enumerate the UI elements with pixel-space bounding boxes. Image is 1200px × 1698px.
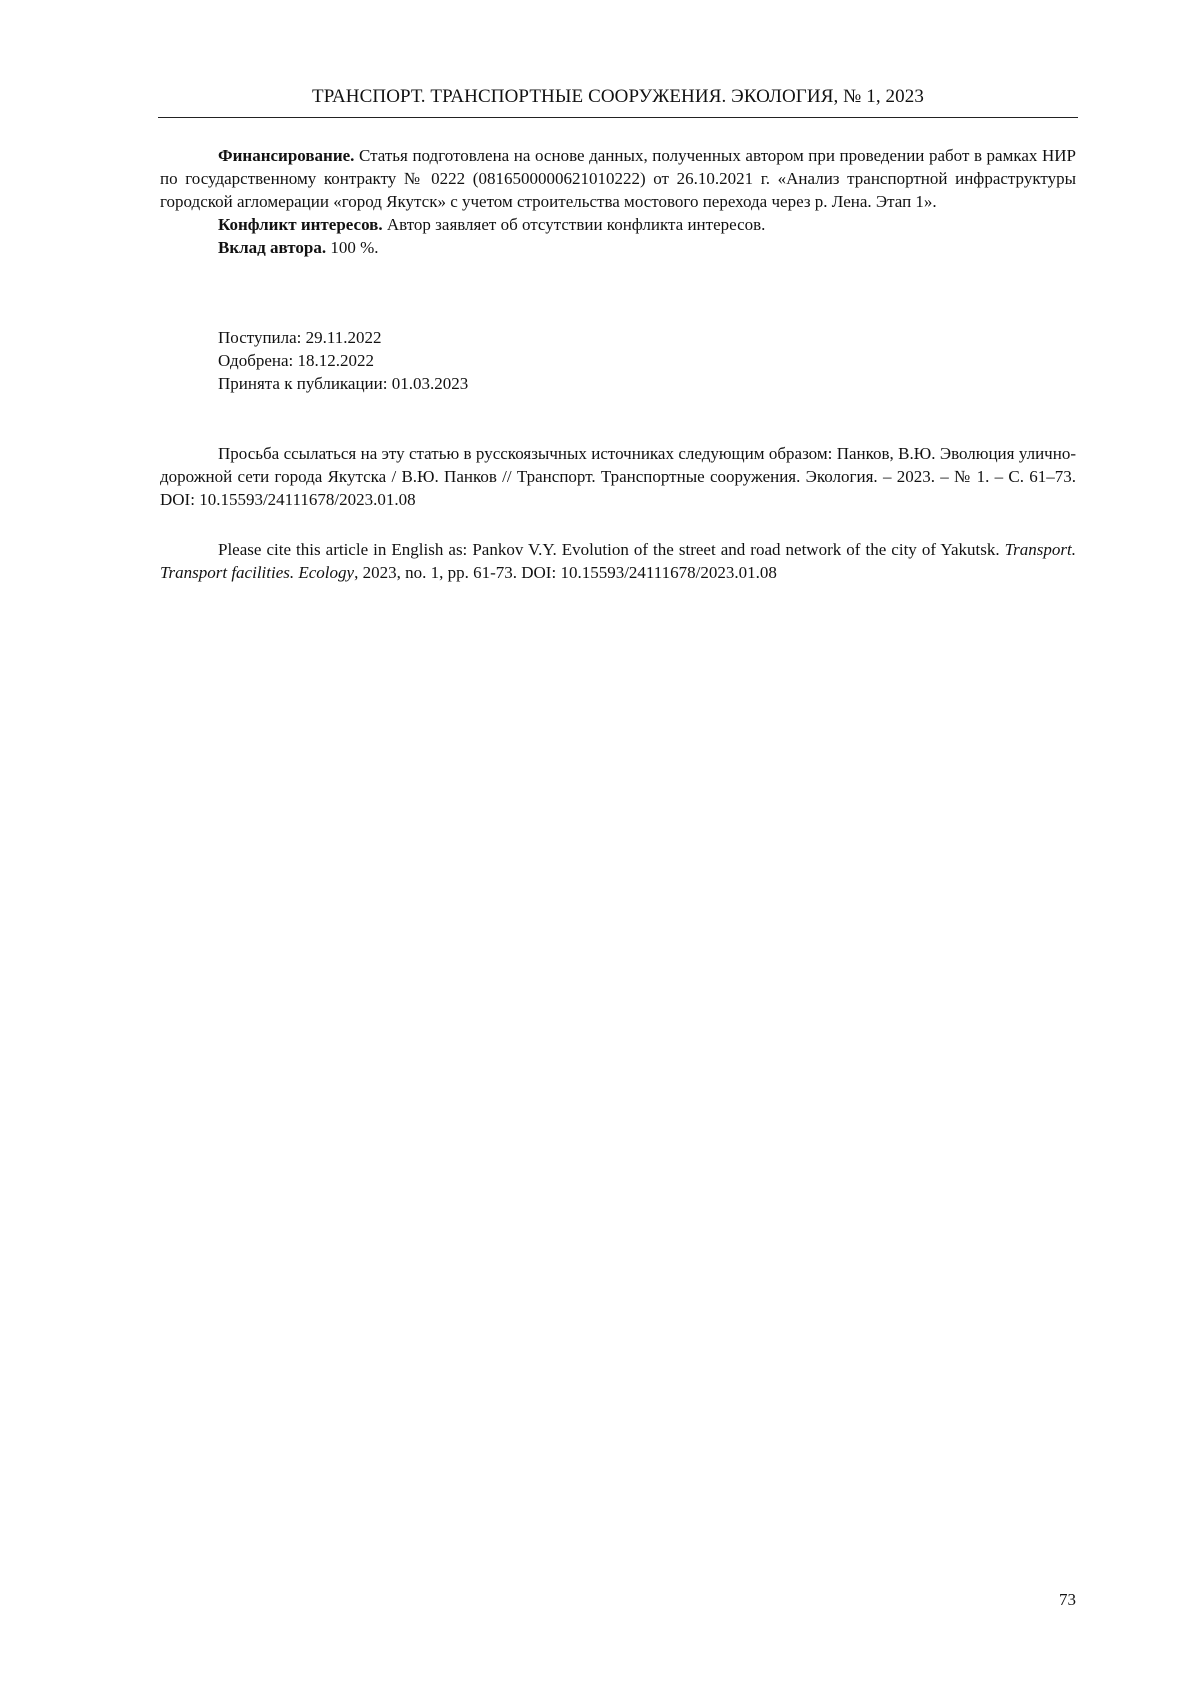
funding-text: Статья подготовлена на основе данных, полученных автором при проведении работ в рамках НИР по государственному контракту № 0222 (0816500000621010222) от 26.10.2021 г. «Анализ транспортной инфраструктуры городской агломерации «город Якутск» с учетом строительства мостового перехода через р. Лена. Этап 1». [160, 146, 1076, 211]
citation-english-tail: , 2023, no. 1, pp. 61-73. DOI: 10.15593/24111678/2023.01.08 [354, 563, 777, 582]
conflict-text: Автор заявляет об отсутствии конфликта интересов. [382, 215, 766, 234]
contribution-text: 100 %. [326, 238, 379, 257]
citation-english-lead: Please cite this article in English as: Pankov V.Y. Evolution of the street and road network of the city of Yakutsk. [218, 540, 1005, 559]
approved-date: Одобрена: 18.12.2022 [218, 351, 375, 370]
running-header: ТРАНСПОРТ. ТРАНСПОРТНЫЕ СООРУЖЕНИЯ. ЭКОЛОГИЯ, № 1, 2023 [312, 86, 924, 107]
funding-paragraph [160, 144, 1076, 213]
funding-label: Финансирование. [218, 146, 355, 165]
citation-english-journal: Transport. Transport facilities. Ecology [160, 540, 1076, 582]
conflict-paragraph [160, 213, 1076, 236]
received-date: Поступила: 29.11.2022 [218, 328, 382, 347]
acknowledgments-block [160, 144, 1076, 259]
contribution-label: Вклад автора. [218, 238, 327, 257]
citation-russian-block [160, 442, 1076, 511]
citation-english [160, 538, 1076, 584]
citation-english-block [160, 538, 1076, 584]
citation-russian: Просьба ссылаться на эту статью в русскоязычных источниках следующим образом: Панков, В.Ю. Эволюция улично-дорожной сети города Якутска / В.Ю. Панков // Транспорт. Транспортные сооружения. Экология. – 2023. – № 1. – С. 61–73. DOI: 10.15593/24111678/2023.01.08 [160, 444, 1076, 509]
conflict-label: Конфликт интересов. [218, 215, 383, 234]
article-dates [218, 326, 468, 395]
header-rule [158, 117, 1078, 118]
accepted-date: Принята к публикации: 01.03.2023 [218, 374, 469, 393]
page-number: 73 [1059, 1590, 1076, 1609]
contribution-paragraph [160, 236, 1076, 259]
